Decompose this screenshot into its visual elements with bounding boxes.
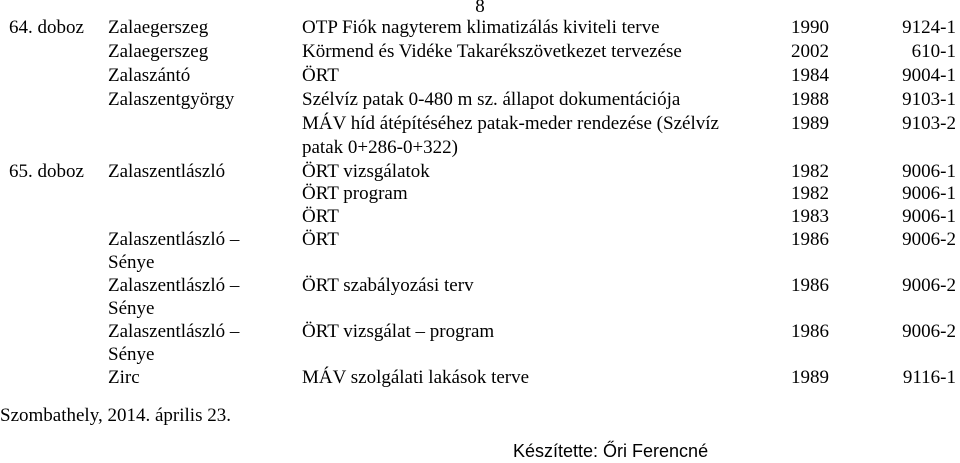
document-subject: Körmend és Vidéke Takarékszövetkezet tervezése [302, 41, 682, 62]
place-name: Sénye [108, 252, 155, 273]
place-name: Zalaszentlászló [108, 161, 226, 182]
table-row [0, 297, 960, 320]
document-subject: ÖRT [302, 65, 339, 86]
document-subject: ÖRT szabályozási terv [302, 275, 474, 296]
table-row [0, 136, 960, 159]
document-subject: OTP Fiók nagyterem klimatizálás kiviteli terve [302, 17, 660, 38]
archive-code: 9116-1 [902, 367, 956, 388]
footer-date: Szombathely, 2014. április 23. [0, 405, 231, 426]
document-subject: MÁV híd átépítéséhez patak-meder rendezése (Szélvíz [302, 113, 719, 134]
place-name: Sénye [108, 344, 155, 365]
archive-code: 9006-2 [902, 229, 956, 250]
place-name: Sénye [108, 298, 155, 319]
document-subject: ÖRT program [302, 183, 408, 204]
year: 1983 [791, 206, 829, 227]
archive-code: 9006-2 [902, 275, 956, 296]
archive-code: 9006-1 [902, 161, 956, 182]
document-subject: ÖRT vizsgálat – program [302, 321, 495, 342]
table-row [0, 205, 960, 228]
table-row [0, 40, 960, 63]
year: 1990 [791, 17, 829, 38]
document-subject: MÁV szolgálati lakások terve [302, 367, 530, 388]
year: 1982 [791, 183, 829, 204]
year: 1984 [791, 65, 829, 86]
archive-code: 9006-2 [902, 321, 956, 342]
document-subject: ÖRT [302, 229, 339, 250]
place-name: Zalaszántó [108, 65, 191, 86]
page-number: 8 [475, 0, 485, 17]
table-row [0, 274, 960, 297]
document-subject: patak 0+286-0+322) [302, 137, 458, 158]
place-name: Zalaszentgyörgy [108, 89, 235, 110]
table-row [0, 88, 960, 111]
year: 1989 [791, 367, 829, 388]
archive-code: 9006-1 [902, 183, 956, 204]
year: 1986 [791, 229, 829, 250]
archive-code: 9006-1 [902, 206, 956, 227]
table-row [0, 182, 960, 205]
year: 2002 [791, 41, 829, 62]
archive-code: 610-1 [911, 41, 956, 62]
document-subject: ÖRT vizsgálatok [302, 161, 430, 182]
place-name: Zalaszentlászló – [108, 229, 240, 250]
table-row [0, 320, 960, 343]
box-label: 65. doboz [9, 161, 84, 182]
year: 1982 [791, 161, 829, 182]
table-row [0, 343, 960, 366]
box-label: 64. doboz [9, 17, 84, 38]
archive-code: 9103-1 [902, 89, 956, 110]
document-subject: ÖRT [302, 206, 339, 227]
table-row [0, 251, 960, 274]
year: 1989 [791, 113, 829, 134]
table-row [0, 112, 960, 135]
archive-code: 9103-2 [902, 113, 956, 134]
archive-code: 9004-1 [902, 65, 956, 86]
table-row [0, 160, 960, 183]
document-subject: Szélvíz patak 0-480 m sz. állapot dokumentációja [302, 89, 681, 110]
place-name: Zalaegerszeg [108, 17, 209, 38]
place-name: Zalaszentlászló – [108, 321, 240, 342]
place-name: Zalaegerszeg [108, 41, 209, 62]
table-row [0, 228, 960, 251]
year: 1986 [791, 321, 829, 342]
place-name: Zalaszentlászló – [108, 275, 240, 296]
table-row [0, 64, 960, 87]
archive-code: 9124-1 [902, 17, 956, 38]
table-row [0, 16, 960, 39]
footer-author: Készítette: Őri Ferencné [513, 441, 709, 461]
year: 1988 [791, 89, 829, 110]
table-row [0, 366, 960, 389]
year: 1986 [791, 275, 829, 296]
place-name: Zirc [108, 367, 140, 388]
